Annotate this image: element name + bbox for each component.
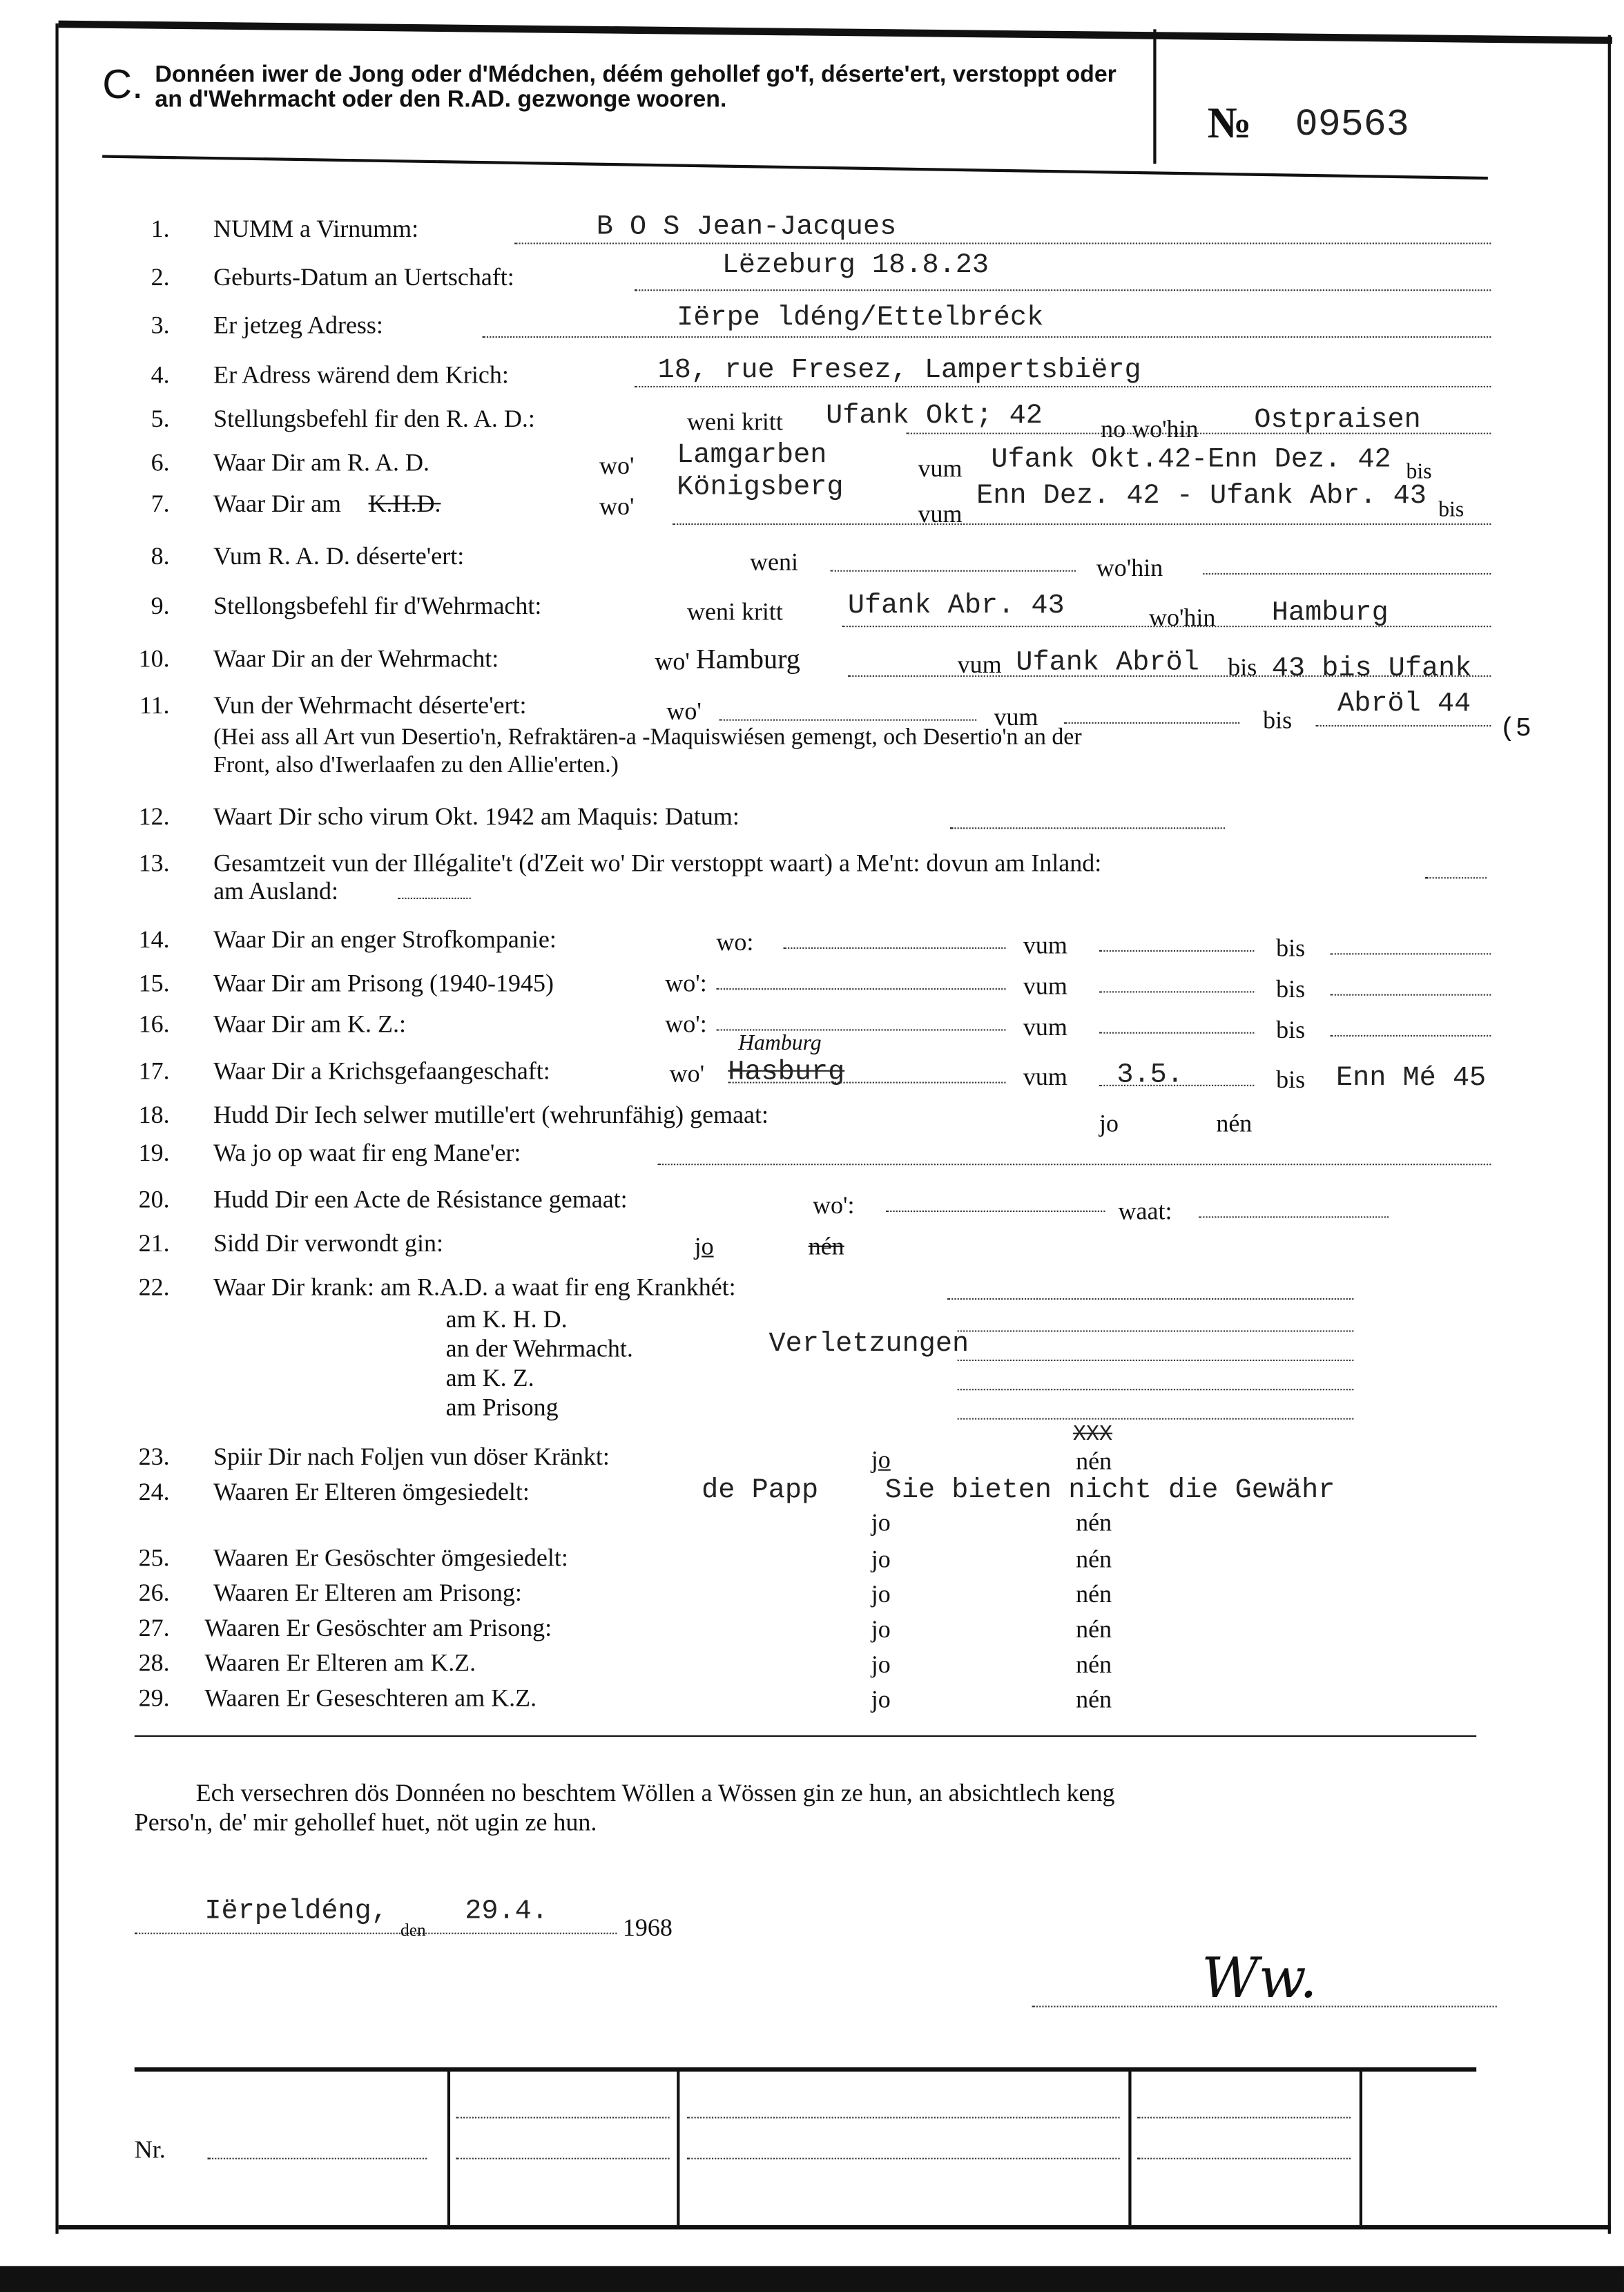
field-line	[716, 1029, 1005, 1030]
desertion-note-cont: Front, also d'Iwerlaafen zu den Allie'erten.)	[213, 753, 619, 778]
no-option[interactable]: nén	[1076, 1447, 1112, 1476]
header-divider	[1153, 29, 1155, 164]
no-option[interactable]: nén	[1076, 1615, 1112, 1644]
row-number: 19.	[138, 1139, 170, 1167]
no-option[interactable]: nén	[1076, 1650, 1112, 1679]
row-number: 4.	[151, 360, 170, 389]
row-number: 16.	[138, 1010, 170, 1039]
row-number: 9.	[151, 592, 170, 620]
declaration-text: Ech versechren dös Donnéen no beschtem Wöllen a Wössen gin ze hun, an absichtlech keng	[195, 1779, 1115, 1807]
row-number: 28.	[138, 1648, 170, 1677]
row-number: 24.	[138, 1478, 170, 1506]
yes-option[interactable]: jo	[871, 1445, 891, 1474]
field-line	[1099, 950, 1254, 952]
field-line	[950, 827, 1225, 829]
yes-option[interactable]: jo	[1099, 1109, 1119, 1138]
footer-nr-label: Nr.	[134, 2135, 166, 2164]
divider	[135, 1735, 1476, 1737]
no-option[interactable]: nén	[1076, 1685, 1112, 1714]
row-number: 8.	[151, 542, 170, 570]
pow-from[interactable]: 3.5.	[1116, 1058, 1183, 1091]
footer-top-rule	[135, 2067, 1476, 2071]
parents-resettled-label: Waaren Er Elteren ömgesiedelt:	[213, 1478, 530, 1506]
rad-desertion-label: Vum R. A. D. déserte'ert:	[213, 542, 465, 570]
name-value[interactable]: B O S Jean-Jacques	[596, 210, 897, 243]
rad-service-label: Waar Dir am R. A. D.	[213, 448, 430, 477]
when-label: weni	[750, 548, 798, 577]
from-label: vum	[918, 454, 963, 483]
declaration-text-cont: Perso'n, de' mir gehollef huet, nöt ugin ze hun.	[134, 1808, 597, 1836]
field-line	[1099, 1032, 1254, 1034]
current-address-value[interactable]: Iërpe ldéng/Ettelbréck	[677, 301, 1044, 334]
field-line	[842, 626, 1491, 627]
row-number: 23.	[138, 1443, 170, 1471]
wehrmacht-order-where[interactable]: Hamburg	[1271, 596, 1389, 629]
abroad-label: am Ausland:	[213, 877, 339, 905]
war-address-label: Er Adress wärend dem Krich:	[213, 360, 509, 389]
row-number: 27.	[138, 1614, 170, 1642]
row-number: 12.	[138, 802, 170, 831]
no-option[interactable]: nén	[1076, 1580, 1112, 1608]
field-line	[848, 675, 1491, 677]
pow-label: Waar Dir a Krichsgefaangeschaft:	[213, 1057, 550, 1085]
row-number: 22.	[138, 1273, 170, 1302]
row-number: 18.	[138, 1101, 170, 1129]
field-line	[958, 1360, 1354, 1361]
where-label: wo':	[665, 1010, 707, 1039]
to-label: bis	[1228, 653, 1257, 682]
row-number: 5.	[151, 405, 170, 433]
field-line	[456, 2117, 670, 2118]
wounded-label: Sidd Dir verwondt gin:	[213, 1229, 443, 1258]
field-line	[830, 570, 1076, 572]
row-number: 25.	[138, 1543, 170, 1572]
struck-khd: K.H.D.	[368, 490, 441, 518]
field-line	[456, 2158, 670, 2159]
wounded-no-struck[interactable]: nén	[808, 1232, 844, 1260]
number-sign: №	[1207, 99, 1252, 148]
wehrmacht-desertion-label: Vun der Wehrmacht déserte'ert:	[213, 691, 527, 720]
illness-wehrmacht-value[interactable]: Verletzungen	[768, 1327, 969, 1360]
where-label: wo'	[599, 492, 635, 521]
field-line	[1330, 994, 1491, 996]
field-line	[1137, 2117, 1351, 2118]
field-line	[658, 1164, 1491, 1165]
field-line	[886, 1211, 1105, 1212]
from-label: vum	[1023, 1013, 1067, 1041]
field-line	[1099, 1085, 1254, 1086]
siblings-kz-label: Waaren Er Geseschteren am K.Z.	[204, 1684, 537, 1713]
self-mutilation-label: Hudd Dir Iech selwer mutille'ert (wehrunfähig) gemaat:	[213, 1101, 769, 1129]
parents-kz-label: Waaren Er Elteren am K.Z.	[204, 1648, 476, 1677]
khd-service-period[interactable]: Enn Dez. 42 - Ufank Abr. 43	[976, 479, 1427, 512]
illness-prison-label: am Prisong	[445, 1393, 559, 1421]
prison-label: Waar Dir am Prisong (1940-1945)	[213, 969, 554, 997]
row-number: 10.	[138, 644, 170, 673]
birth-label: Geburts-Datum an Uertschaft:	[213, 263, 514, 291]
from-label: vum	[957, 651, 1002, 679]
scan-edge	[0, 2266, 1624, 2292]
footer-col	[1128, 2070, 1130, 2225]
wehrmacht-service-where[interactable]: Hamburg	[695, 644, 800, 676]
desertion-note: (Hei ass all Art vun Desertio'n, Refraktären-a -Maquiswiésen gemengt, och Desertio'n an der	[213, 725, 1082, 751]
from-label: vum	[1023, 1063, 1067, 1091]
row-number: 7.	[151, 490, 170, 518]
place-date-line	[135, 1933, 617, 1934]
where-label: wo'hin	[1096, 554, 1163, 582]
header-rule	[102, 155, 1488, 179]
row-number: 15.	[138, 969, 170, 997]
wehrmacht-order-label: Stellongsbefehl fir d'Wehrmacht:	[213, 592, 542, 620]
footer-col	[677, 2070, 679, 2225]
wehrmacht-desertion-to[interactable]: Abröl 44	[1337, 686, 1471, 720]
parents-resettled-remark[interactable]: de Papp Sie bieten nicht die Gewähr	[702, 1473, 1335, 1506]
form-number: 09563	[1295, 102, 1409, 146]
wehrmacht-service-label: Waar Dir an der Wehrmacht:	[213, 644, 499, 673]
field-line	[947, 1298, 1354, 1300]
maquis-label: Waart Dir scho virum Okt. 1942 am Maquis: Datum:	[213, 802, 740, 831]
yes-option[interactable]: jo	[871, 1508, 891, 1537]
pow-where[interactable]: Hasburg	[728, 1055, 845, 1088]
rad-order-when-value[interactable]: Ufank Okt; 42	[826, 398, 1043, 432]
where-label: wo'	[655, 647, 690, 676]
where-label: wo':	[665, 969, 707, 997]
where-label: wo'hin	[1148, 604, 1216, 632]
field-line	[1064, 722, 1239, 724]
row-number: 11.	[139, 691, 170, 720]
row-number: 2.	[151, 263, 170, 291]
row-number: 26.	[138, 1579, 170, 1607]
current-address-line	[483, 336, 1491, 338]
illness-kz-label: am K. Z.	[445, 1364, 534, 1392]
khd-service-where[interactable]: Königsberg	[677, 470, 844, 503]
row-number: 17.	[138, 1057, 170, 1085]
where-label: wo'	[669, 1059, 705, 1088]
wehrmacht-service-to[interactable]: 43 bis Ufank	[1271, 652, 1472, 684]
field-line	[398, 898, 471, 899]
field-line	[1203, 573, 1491, 575]
yes-option[interactable]: jo	[871, 1580, 891, 1608]
field-line	[958, 1418, 1354, 1419]
field-line	[719, 720, 977, 721]
punishment-company-label: Waar Dir an enger Strofkompanie:	[213, 925, 557, 954]
rad-order-label: Stellungsbefehl fir den R. A. D.:	[213, 405, 535, 433]
rad-service-period[interactable]: Ufank Okt.42-Enn Dez. 42	[991, 443, 1391, 476]
war-address-value[interactable]: 18, rue Fresez, Lampertsbiërg	[657, 354, 1141, 386]
name-label: NUMM a Virnumm:	[213, 215, 419, 243]
name-field-line	[514, 242, 1491, 244]
from-label: vum	[918, 500, 963, 528]
to-label: bis	[1276, 1016, 1306, 1044]
field-line	[958, 1389, 1354, 1390]
field-line	[673, 523, 1491, 525]
margin-note: (5	[1500, 715, 1531, 744]
yes-option[interactable]: jo	[871, 1545, 891, 1573]
field-line	[1330, 1035, 1491, 1037]
row-number: 14.	[138, 925, 170, 954]
rad-order-where-value[interactable]: Ostpraisen	[1254, 403, 1421, 436]
where-label: wo':	[813, 1191, 855, 1220]
from-label: vum	[1023, 972, 1067, 1001]
row-number: 1.	[151, 215, 170, 243]
field-line	[1199, 1216, 1389, 1217]
consequences-label: Spiir Dir nach Foljen vun döser Kränkt:	[213, 1443, 610, 1471]
wounded-yes-selected[interactable]: jo	[694, 1232, 714, 1260]
form-title: Donnéen iwer de Jong oder d'Médchen, déém gehollef go'f, déserte'ert, verstoppt oder an d'Wehrmacht oder den R.AD. gezwonge wooren.	[155, 63, 1116, 113]
field-line	[1330, 953, 1491, 954]
field-line	[1137, 2158, 1351, 2159]
illness-label: Waar Dir krank: am R.A.D. a waat fir eng Krankhét:	[213, 1273, 736, 1302]
parents-prison-label: Waaren Er Elteren am Prisong:	[213, 1579, 522, 1607]
field-line	[958, 1330, 1354, 1331]
birth-value[interactable]: Lëzeburg 18.8.23	[722, 248, 989, 281]
pow-where-correction: Hamburg	[738, 1032, 822, 1056]
from-label: vum	[1023, 931, 1067, 959]
yes-option[interactable]: jo	[871, 1650, 891, 1679]
no-option[interactable]: nén	[1216, 1109, 1253, 1138]
field-line	[687, 2158, 1120, 2159]
no-option[interactable]: nén	[1076, 1545, 1112, 1573]
when-label: weni kritt	[686, 597, 783, 626]
field-line	[687, 2117, 1120, 2118]
kz-label: Waar Dir am K. Z.:	[213, 1010, 406, 1039]
where-label: wo:	[716, 928, 754, 956]
to-label: bis	[1438, 498, 1464, 522]
yes-option[interactable]: jo	[871, 1615, 891, 1644]
where-label: wo'	[599, 452, 635, 480]
what-label: waat:	[1118, 1197, 1172, 1226]
field-line	[784, 947, 1006, 949]
rad-order-when-label: weni kritt	[686, 407, 783, 436]
illegality-label: Gesamtzeit vun der Illégalite't (d'Zeit wo' Dir verstoppt waart) a Me'nt: dovun am Inland:	[213, 849, 1102, 878]
row-number: 21.	[138, 1229, 170, 1258]
illness-khd-label: am K. H. D.	[445, 1305, 568, 1333]
to-label: bis	[1263, 706, 1293, 734]
birth-field-line	[635, 289, 1491, 291]
from-label: vum	[994, 703, 1038, 731]
siblings-prison-label: Waaren Er Gesöschter am Prisong:	[204, 1614, 552, 1642]
rad-service-where[interactable]: Lamgarben	[677, 439, 827, 471]
field-line	[907, 433, 1491, 434]
illness-wehrmacht-label: an der Wehrmacht.	[445, 1334, 633, 1363]
field-line	[728, 1082, 1005, 1084]
field-line	[1099, 991, 1254, 992]
to-label: bis	[1276, 934, 1306, 962]
field-line	[716, 988, 1005, 990]
row-number: 13.	[138, 849, 170, 878]
right-border	[1608, 35, 1611, 2234]
den-label: den	[400, 1919, 426, 1941]
rad-order-where-label: no wo'hin	[1101, 415, 1199, 443]
no-option[interactable]: nén	[1076, 1508, 1112, 1537]
where-label: wo'	[666, 697, 702, 726]
siblings-resettled-label: Waaren Er Gesöschter ömgesiedelt:	[213, 1543, 568, 1572]
field-line	[208, 2158, 427, 2159]
footer-col	[1360, 2070, 1362, 2225]
to-label: bis	[1276, 975, 1306, 1003]
to-label: bis	[1276, 1066, 1306, 1094]
row-number: 29.	[138, 1684, 170, 1713]
khd-service-label: Waar Dir am	[213, 490, 342, 518]
current-address-label: Er jetzeg Adress:	[213, 311, 383, 340]
place-value[interactable]: Iërpeldéng,	[204, 1894, 388, 1927]
war-address-line	[635, 386, 1491, 387]
resistance-label: Hudd Dir een Acte de Résistance gemaat:	[213, 1185, 628, 1214]
yes-option[interactable]: jo	[871, 1685, 891, 1714]
section-letter: C.	[102, 61, 144, 107]
signature: Ww.	[1201, 1945, 1317, 2010]
field-line	[1315, 725, 1491, 726]
manner-label: Wa jo op waat fir eng Mane'er:	[213, 1139, 521, 1167]
top-border	[59, 21, 1612, 44]
wehrmacht-service-from[interactable]: Ufank Abröl	[1016, 646, 1199, 679]
field-line	[1425, 877, 1487, 878]
date-value[interactable]: 29.4.	[465, 1894, 548, 1927]
left-border	[55, 23, 58, 2234]
pow-to[interactable]: Enn Mé 45	[1335, 1061, 1487, 1094]
row-number: 20.	[138, 1185, 170, 1214]
wehrmacht-order-when[interactable]: Ufank Abr. 43	[847, 589, 1065, 622]
to-label: bis	[1406, 460, 1432, 484]
footer-bottom-rule	[59, 2225, 1611, 2229]
year-label: 1968	[622, 1914, 673, 1942]
footer-col	[447, 2070, 450, 2225]
row-number: 6.	[151, 448, 170, 477]
row-number: 3.	[151, 311, 170, 340]
struck-mark: XXX	[1072, 1422, 1113, 1447]
